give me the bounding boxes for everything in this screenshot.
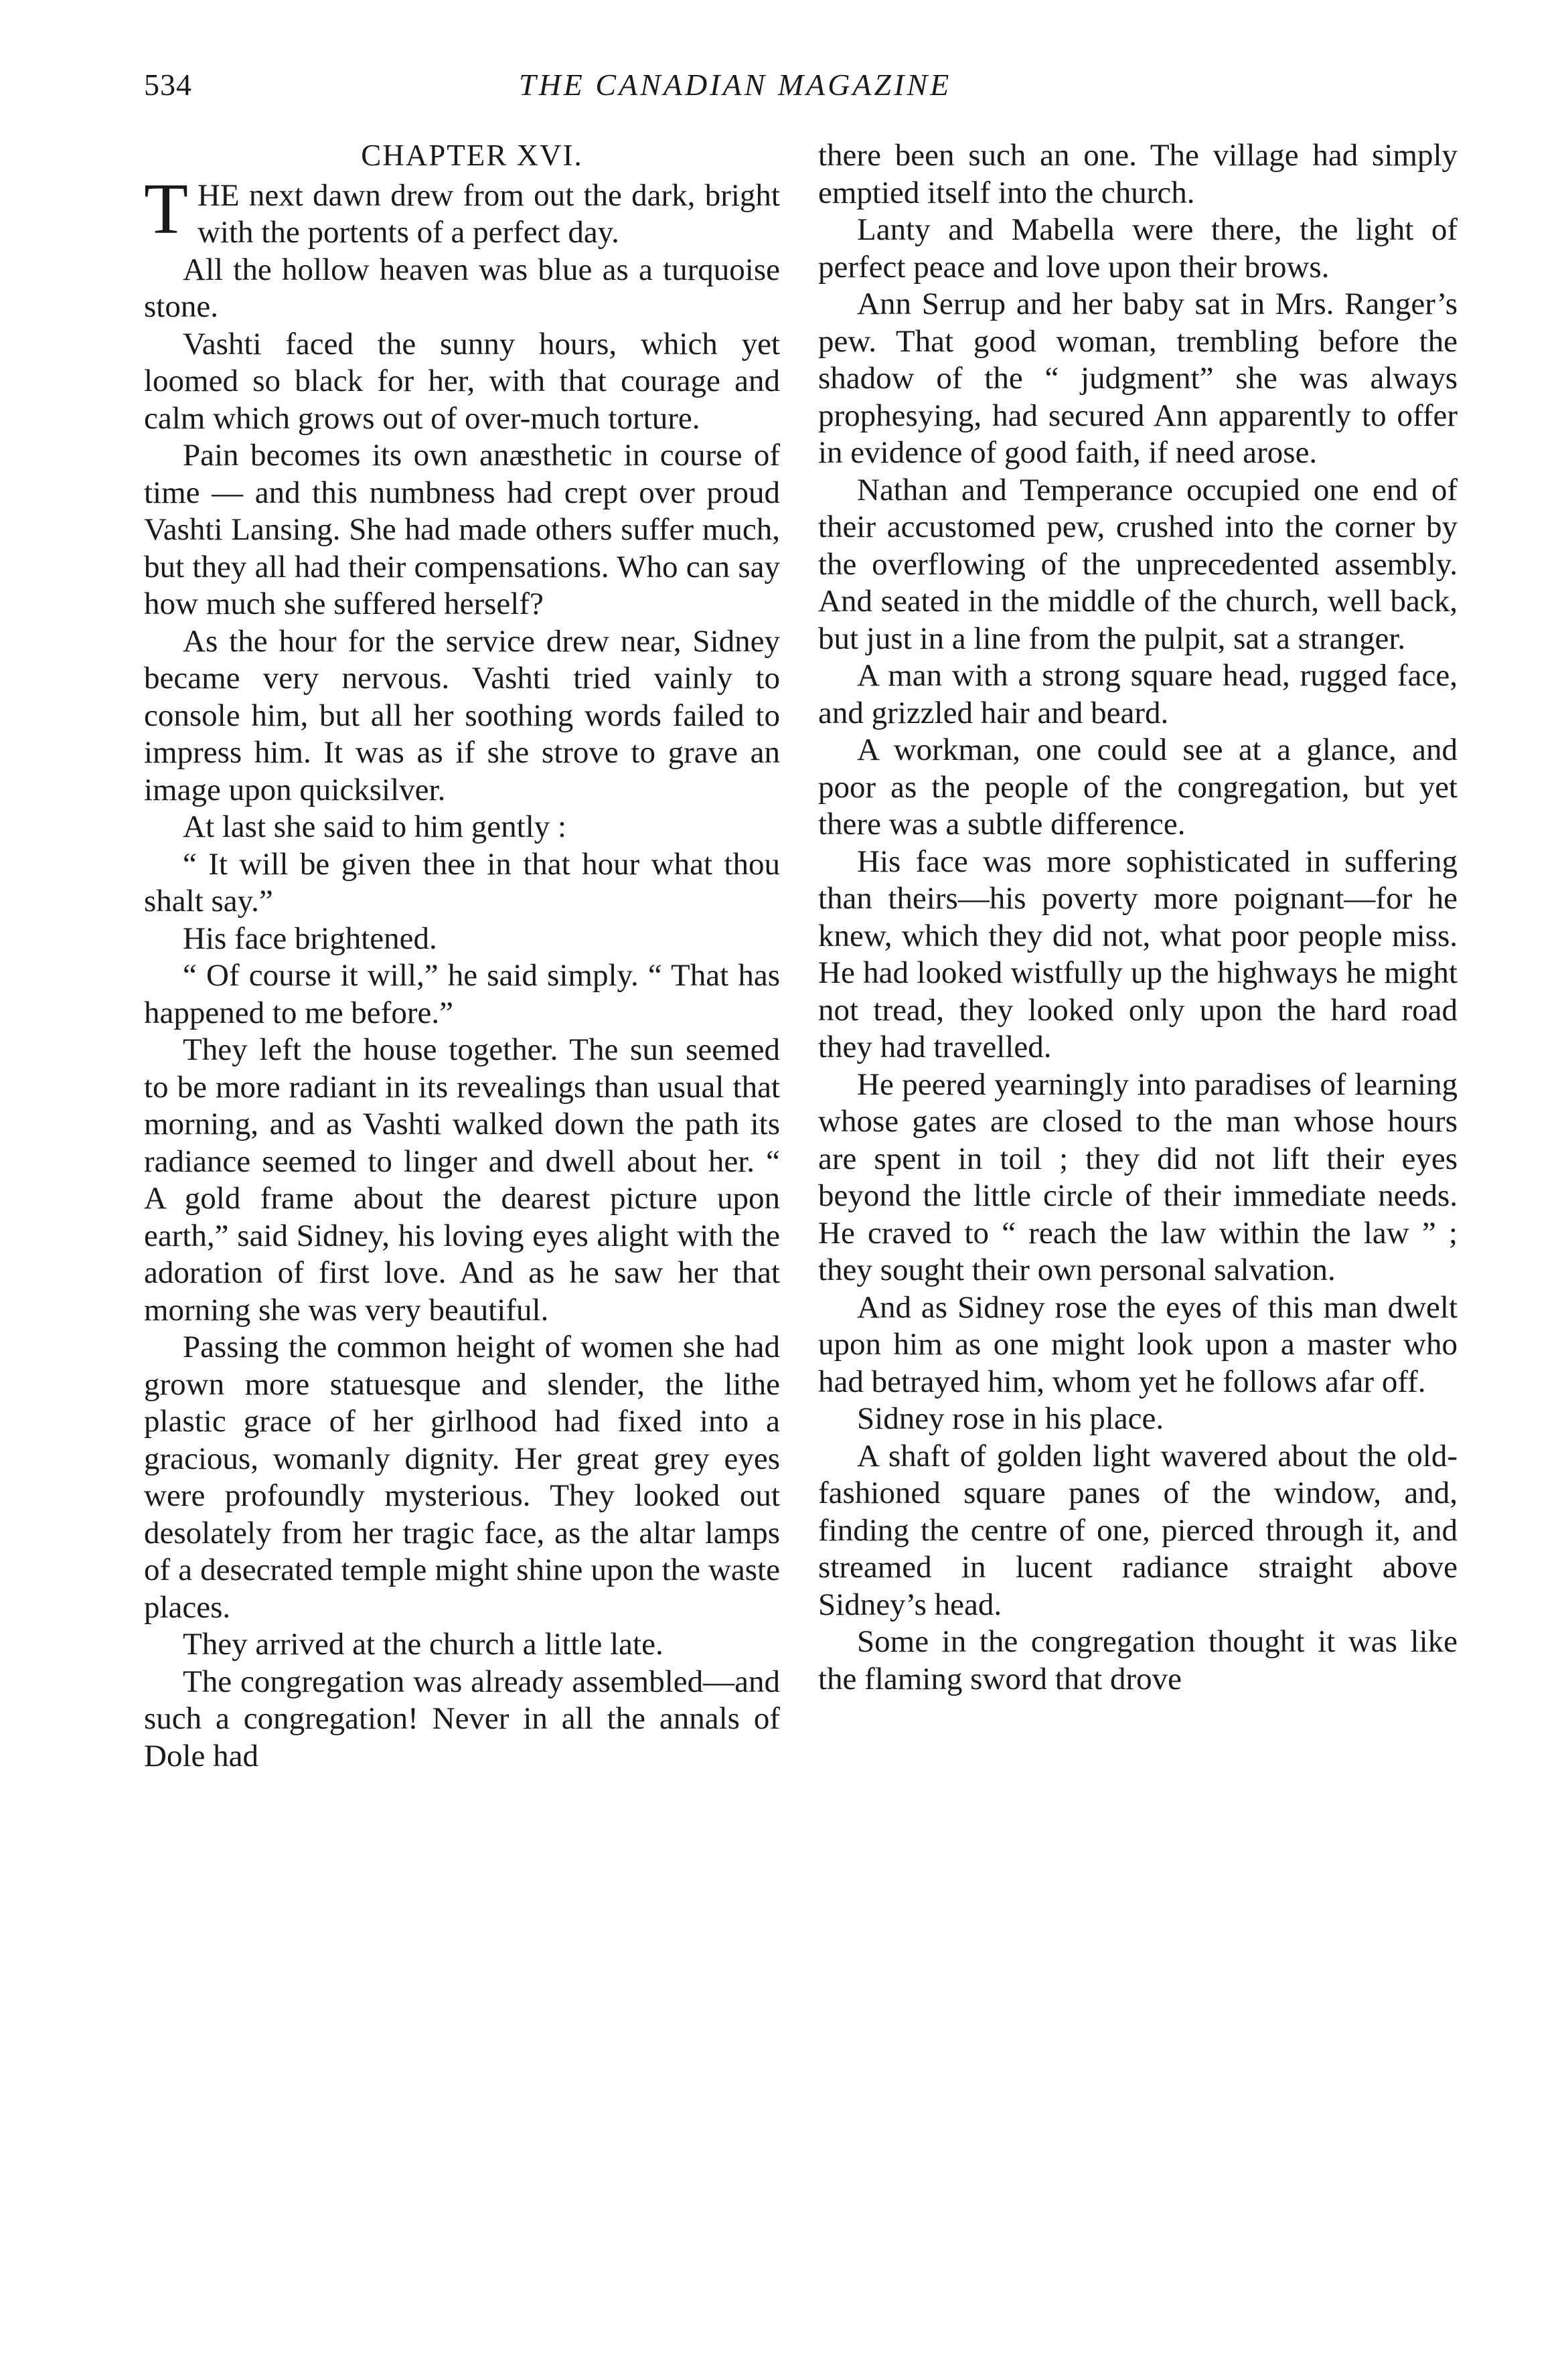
paragraph: A man with a strong square head, rugged face, and grizzled hair and beard. — [818, 658, 1458, 730]
paragraph: Some in the congregation thought it was like the flaming sword that drove — [818, 1624, 1458, 1696]
opening-paragraph-text: HE next dawn drew from out the dark, bright with the portents of a perfect day. — [197, 177, 780, 250]
drop-cap: T — [144, 169, 188, 249]
paragraph: His face brightened. — [183, 921, 437, 956]
paragraph: And as Sidney rose the eyes of this man dwelt upon him as one might look upon a master who had betrayed him, whom yet he follows afar off. — [818, 1289, 1458, 1399]
paragraph: A workman, one could see at a glance, and poor as the people of the congregation, but yet there was a subtle difference. — [818, 732, 1458, 842]
paragraph: As the hour for the service drew near, Sidney became very nervous. Vashti tried vainly to console him, but all her soothing words failed to impress him. It was as if she strove to grave an image upon quicksilver. — [144, 623, 780, 807]
page-number: 534 — [144, 68, 192, 102]
paragraph: A shaft of golden light wavered about the old-fashioned square panes of the window, and, finding the centre of one, pierced through it, and streamed in lucent radiance straight above Sidney’s head. — [818, 1438, 1458, 1622]
paragraph: The congregation was already assembled—and such a congregation! Never in all the annals of Dole had — [144, 1664, 780, 1773]
paragraph: Vashti faced the sunny hours, which yet loomed so black for her, with that courage and calm which grows out of over-much torture. — [144, 326, 780, 436]
paragraph: Pain becomes its own anæsthetic in course of time — and this numbness had crept over proud Vashti Lansing. She had made others suffer much, but they all had their compensations. Who can say how much she suffered herself? — [144, 438, 780, 621]
paragraph: Sidney rose in his place. — [857, 1401, 1164, 1436]
paragraph: At last she said to him gently : — [183, 809, 567, 844]
paragraph-continuation: there been such an one. The village had simply emptied itself into the church. — [818, 138, 1458, 210]
paragraph: They left the house together. The sun seemed to be more radiant in its revealings than usual that morning, and as Vashti walked down the path its radiance seemed to linger and dwell about her. “ A gold frame about the dearest picture upon earth,” said Sidney, his loving eyes alight with the adoration of first love. And as he saw her that morning she was very beautiful. — [144, 1032, 780, 1328]
paragraph: Nathan and Temperance occupied one end of their accustomed pew, crushed into the corner by the overflowing of the unprecedented assembly. And seated in the middle of the church, well back, but just in a line from the pulpit, sat a stranger. — [818, 472, 1458, 656]
running-head — [144, 67, 1439, 114]
right-column — [818, 137, 1458, 1698]
paragraph: Lanty and Mabella were there, the light of perfect peace and love upon their brows. — [818, 212, 1458, 285]
paragraph: “ It will be given thee in that hour what thou shalt say.” — [144, 846, 780, 919]
left-column — [144, 137, 780, 1775]
paragraph: They arrived at the church a little late. — [183, 1627, 663, 1662]
paragraph: “ Of course it will,” he said simply. “ That has happened to me before.” — [144, 958, 780, 1030]
magazine-title: THE CANADIAN MAGAZINE — [519, 68, 952, 102]
paragraph: His face was more sophisticated in suffering than theirs—his poverty more poignant—for he knew, which they did not, what poor people miss. He had looked wistfully up the highways he might not tread, they looked only upon the hard road they had travelled. — [818, 844, 1458, 1064]
paragraph: He peered yearningly into paradises of learning whose gates are closed to the man whose hours are spent in toil ; they did not lift their eyes beyond the little circle of their immediate needs. He craved to “ reach the law within the law ” ; they sought their own personal salvation. — [818, 1066, 1458, 1287]
paragraph: Ann Serrup and her baby sat in Mrs. Ranger’s pew. That good woman, trembling before the shadow of the “ judgment” she was always prophesying, had secured Ann apparently to offer in evidence of good faith, if need arose. — [818, 287, 1458, 470]
paragraph: Passing the common height of women she had grown more statuesque and slender, the lithe plastic grace of her girlhood had fixed into a gracious, womanly dignity. Her great grey eyes were profoundly mysterious. They looked out desolately from her tragic face, as the altar lamps of a desecrated temple might shine upon the waste places. — [144, 1330, 780, 1625]
chapter-heading: CHAPTER XVI. — [361, 139, 583, 172]
opening-paragraph — [144, 169, 780, 252]
paragraph: All the hollow heaven was blue as a turquoise stone. — [144, 252, 780, 324]
